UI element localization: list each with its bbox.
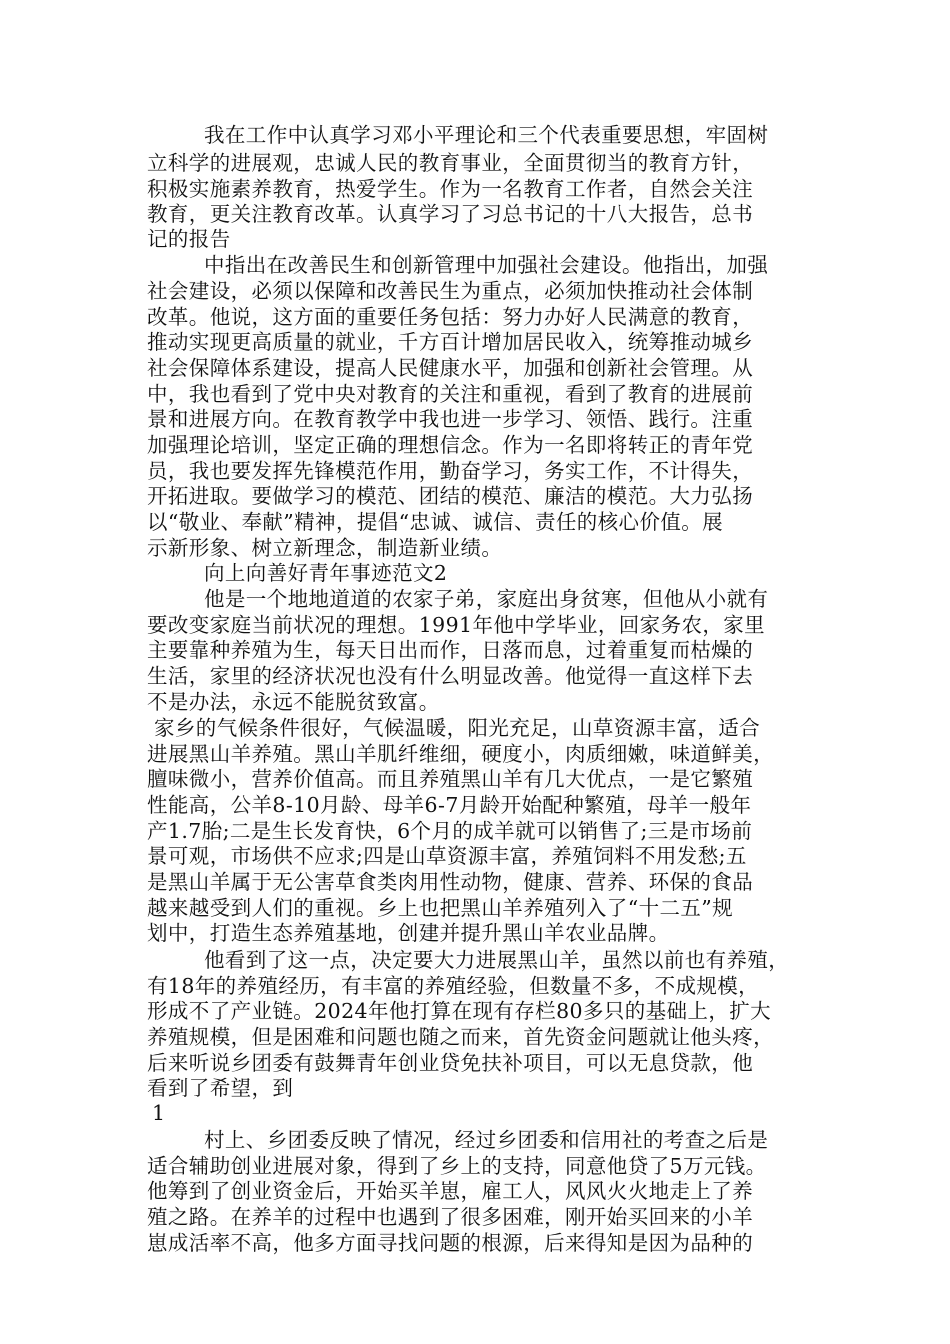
page-number: 1	[152, 1101, 166, 1125]
paragraph-line: 进展黑山羊养殖。黑山羊肌纤维细，硬度小，肉质细嫩，味道鲜美，	[147, 742, 774, 766]
paragraph-line: 看到了希望，到	[147, 1076, 294, 1100]
paragraph-line: 改革。他说，这方面的重要任务包括：努力办好人民满意的教育，	[147, 305, 754, 329]
paragraph-line: 他看到了这一点，决定要大力进展黑山羊，虽然以前也有养殖，	[204, 948, 790, 972]
paragraph-line: 适合辅助创业进展对象，得到了乡上的支持，同意他贷了5万元钱。	[147, 1154, 767, 1178]
paragraph-line: 社会保障体系建设，提高人民健康水平，加强和创新社会管理。从	[147, 356, 754, 380]
paragraph-line: 景和进展方向。在教育教学中我也进一步学习、领悟、践行。注重	[147, 407, 754, 431]
paragraph-line: 员，我也要发挥先锋模范作用，勤奋学习，务实工作，不计得失，	[147, 459, 754, 483]
paragraph-line: 膻味微小，营养价值高。而且养殖黑山羊有几大优点，一是它繁殖	[147, 767, 754, 791]
paragraph-line: 后来听说乡团委有鼓舞青年创业贷免扶补项目，可以无息贷款，他	[147, 1051, 754, 1075]
paragraph-line: 以“敬业、奉献”精神，提倡“忠诚、诚信、责任的核心价值。展	[147, 510, 724, 534]
paragraph-line: 要改变家庭当前状况的理想。1991年他中学毕业，回家务农，家里	[147, 613, 766, 637]
paragraph-line: 立科学的进展观，忠诚人民的教育事业，全面贯彻当的教育方针，	[147, 151, 754, 175]
paragraph-line: 形成不了产业链。2024年他打算在现有存栏80多只的基础上，扩大	[147, 999, 772, 1023]
paragraph-line: 加强理论培训，坚定正确的理想信念。作为一名即将转正的青年党	[147, 433, 754, 457]
paragraph-line: 产1.7胎;二是生长发育快，6个月的成羊就可以销售了;三是市场前	[147, 819, 753, 843]
paragraph-line: 中指出在改善民生和创新管理中加强社会建设。他指出，加强	[204, 253, 769, 277]
paragraph-line: 养殖规模，但是困难和问题也随之而来，首先资金问题就让他头疼，	[147, 1025, 774, 1049]
paragraph-line: 村上、乡团委反映了情况，经过乡团委和信用社的考查之后是	[204, 1128, 769, 1152]
paragraph-line: 推动实现更高质量的就业，千方百计增加居民收入，统筹推动城乡	[147, 330, 754, 354]
paragraph-line: 示新形象、树立新理念，制造新业绩。	[147, 536, 503, 560]
paragraph-line: 开拓进取。要做学习的模范、团结的模范、廉洁的模范。大力弘扬	[147, 484, 754, 508]
paragraph-line: 生活，家里的经济状况也没有什么明显改善。他觉得一直这样下去	[147, 664, 754, 688]
paragraph-line: 有18年的养殖经历，有丰富的养殖经验，但数量不多，不成规模，	[147, 974, 760, 998]
paragraph-line: 社会建设，必须以保障和改善民生为重点，必须加快推动社会体制	[147, 279, 754, 303]
paragraph-line: 积极实施素养教育，热爱学生。作为一名教育工作者，自然会关注	[147, 177, 754, 201]
paragraph-line: 景可观，市场供不应求;四是山草资源丰富，养殖饲料不用发愁;五	[147, 844, 747, 868]
paragraph-line: 我在工作中认真学习邓小平理论和三个代表重要思想，牢固树	[204, 123, 769, 147]
paragraph-line: 主要靠种养殖为生，每天日出而作，日落而息，过着重复而枯燥的	[147, 638, 754, 662]
paragraph-line: 教育，更关注教育改革。认真学习了习总书记的十八大报告，总书	[147, 202, 754, 226]
paragraph-line: 越来越受到人们的重视。乡上也把黑山羊养殖列入了“十二五”规	[147, 896, 734, 920]
paragraph-line: 记的报告	[147, 227, 231, 251]
paragraph-line: 中，我也看到了党中央对教育的关注和重视，看到了教育的进展前	[147, 382, 754, 406]
paragraph-line: 殖之路。在养羊的过程中也遇到了很多困难，刚开始买回来的小羊	[147, 1205, 754, 1229]
paragraph-line: 崽成活率不高，他多方面寻找问题的根源，后来得知是因为品种的	[147, 1231, 754, 1255]
section-heading: 向上向善好青年事迹范文2	[204, 561, 448, 585]
paragraph-line: 家乡的气候条件很好，气候温暖，阳光充足，山草资源丰富，适合	[154, 716, 761, 740]
paragraph-line: 性能高，公羊8-10月龄、母羊6-7月龄开始配种繁殖，母羊一般年	[147, 793, 752, 817]
paragraph-line: 划中，打造生态养殖基地，创建并提升黑山羊农业品牌。	[147, 921, 670, 945]
paragraph-line: 不是办法，永远不能脱贫致富。	[147, 690, 440, 714]
paragraph-line: 是黑山羊属于无公害草食类肉用性动物，健康、营养、环保的食品	[147, 870, 754, 894]
paragraph-line: 他筹到了创业资金后，开始买羊崽，雇工人，风风火火地走上了养	[147, 1179, 754, 1203]
paragraph-line: 他是一个地地道道的农家子弟，家庭出身贫寒，但他从小就有	[204, 587, 769, 611]
